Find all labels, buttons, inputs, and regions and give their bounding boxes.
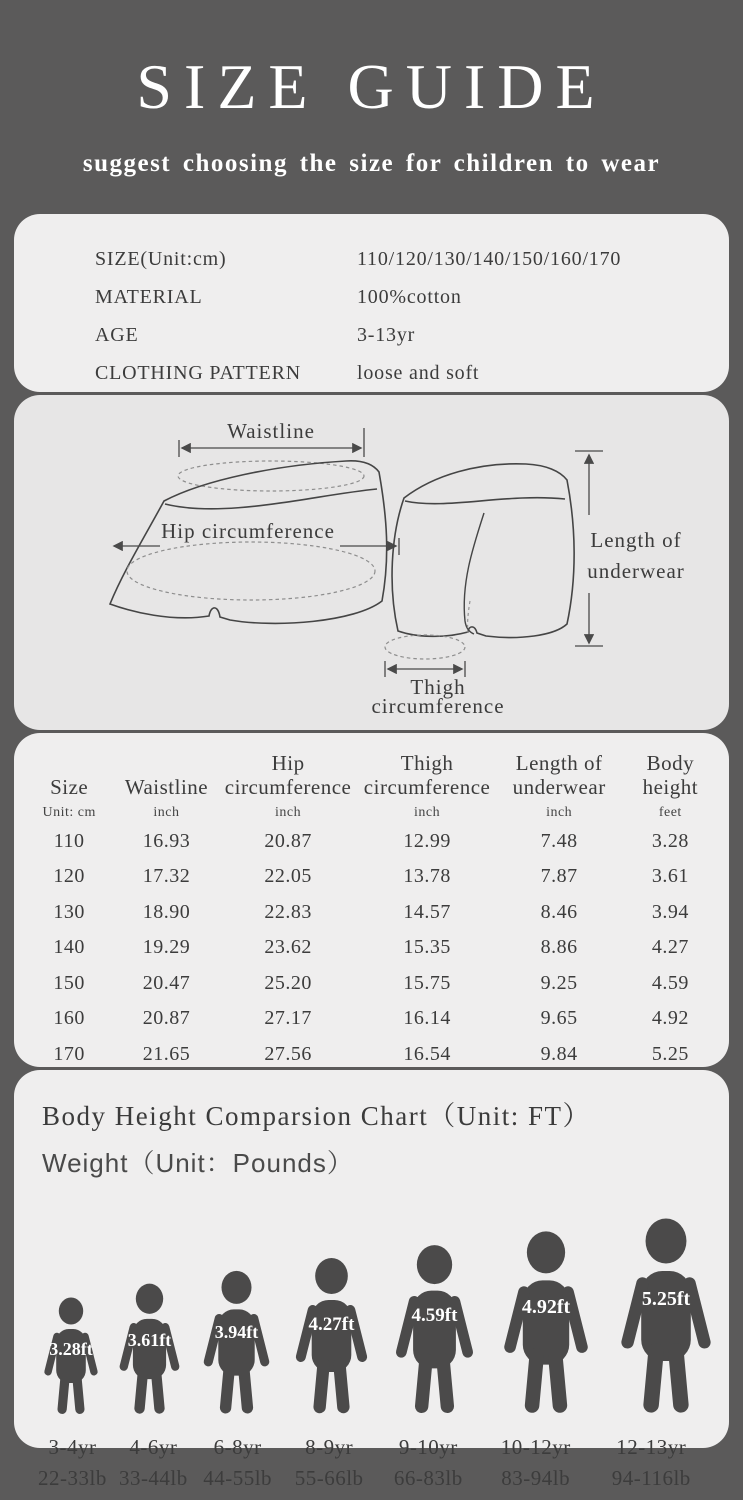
header bbox=[0, 0, 743, 178]
table-cell: 27.17 bbox=[264, 1007, 312, 1030]
table-cell: 23.62 bbox=[264, 936, 312, 959]
column-unit: inch bbox=[275, 805, 302, 821]
weight-range: 33-44lb bbox=[118, 1465, 188, 1490]
thigh-ellipse bbox=[385, 635, 465, 659]
size-table bbox=[24, 747, 719, 1072]
person-figure bbox=[191, 1269, 282, 1416]
age-range: 9-10yr bbox=[398, 1435, 458, 1460]
weight-range: 94-116lb bbox=[611, 1465, 691, 1490]
info-row bbox=[95, 316, 709, 354]
table-cell: 4.27 bbox=[651, 936, 689, 959]
size-table-head bbox=[24, 747, 719, 823]
info-value: loose and soft bbox=[357, 361, 480, 384]
table-cell: 4.59 bbox=[651, 971, 689, 994]
column-header-text: Length of underwear bbox=[512, 751, 606, 799]
info-label: CLOTHING PATTERN bbox=[95, 361, 301, 384]
table-cell: 20.87 bbox=[264, 829, 312, 852]
table-row bbox=[24, 930, 719, 966]
info-row bbox=[95, 354, 709, 392]
shorts-back-outline bbox=[392, 464, 574, 638]
figure-height-label: 3.94ft bbox=[214, 1322, 259, 1343]
person-icon bbox=[604, 1216, 728, 1416]
person-figure bbox=[381, 1243, 488, 1416]
info-row bbox=[95, 278, 709, 316]
height-chart-card bbox=[14, 1070, 729, 1490]
column-header bbox=[358, 747, 497, 823]
info-label: MATERIAL bbox=[95, 285, 203, 308]
column-header-text: Body height bbox=[642, 751, 699, 799]
table-cell: 22.05 bbox=[264, 865, 312, 888]
weight-range: 44-55lb bbox=[203, 1465, 273, 1490]
table-cell: 110 bbox=[53, 829, 85, 852]
person-figure bbox=[34, 1296, 108, 1416]
table-cell: 130 bbox=[53, 900, 85, 923]
shorts-back-waistband bbox=[405, 498, 565, 504]
figure-age-weight bbox=[194, 1432, 282, 1493]
figure-height-label: 4.92ft bbox=[521, 1296, 571, 1319]
measurement-diagram-card bbox=[14, 395, 729, 730]
age-range: 3-4yr bbox=[48, 1435, 97, 1460]
figure-height-label: 3.28ft bbox=[49, 1339, 93, 1360]
weight-range: 55-66lb bbox=[294, 1465, 364, 1490]
table-cell: 27.56 bbox=[264, 1042, 312, 1065]
thigh-label-line1: Thigh bbox=[410, 675, 466, 700]
age-range: 4-6yr bbox=[129, 1435, 178, 1460]
table-cell: 4.92 bbox=[651, 1007, 689, 1030]
figure-height-label: 3.61ft bbox=[127, 1330, 172, 1351]
table-cell: 8.46 bbox=[540, 900, 578, 923]
column-unit: inch bbox=[414, 805, 441, 821]
age-range: 8-9yr bbox=[305, 1435, 354, 1460]
table-cell: 16.14 bbox=[403, 1007, 451, 1030]
column-header-text: Size bbox=[50, 774, 89, 799]
chart-title: Body Height Comparsion Chart（Unit: FT） bbox=[42, 1101, 591, 1132]
table-cell: 21.65 bbox=[142, 1042, 191, 1065]
figure-height-label: 4.59ft bbox=[411, 1305, 458, 1327]
table-cell: 140 bbox=[53, 936, 85, 959]
column-header bbox=[114, 747, 218, 823]
thigh-label-line2: circumference bbox=[371, 694, 505, 719]
column-header-text: Thigh circumference bbox=[363, 751, 491, 799]
table-cell: 15.35 bbox=[403, 936, 451, 959]
info-value: 110/120/130/140/150/160/170 bbox=[357, 247, 622, 270]
figure-height-label: 4.27ft bbox=[308, 1314, 355, 1336]
figure-labels-row bbox=[28, 1432, 715, 1493]
hip-ellipse bbox=[127, 542, 375, 600]
info-rows bbox=[95, 240, 709, 392]
table-row bbox=[24, 894, 719, 930]
table-cell: 3.61 bbox=[651, 865, 689, 888]
table-cell: 3.28 bbox=[651, 829, 689, 852]
column-unit: inch bbox=[153, 805, 180, 821]
table-cell: 13.78 bbox=[403, 865, 451, 888]
table-cell: 20.87 bbox=[142, 1007, 191, 1030]
figure-column bbox=[604, 1216, 728, 1416]
page-subtitle: suggest choosing the size for children to wear bbox=[82, 150, 661, 178]
table-cell: 18.90 bbox=[142, 900, 191, 923]
table-row bbox=[24, 1036, 719, 1072]
table-cell: 9.25 bbox=[540, 971, 578, 994]
info-label: AGE bbox=[95, 323, 139, 346]
table-cell: 15.75 bbox=[403, 971, 451, 994]
column-header bbox=[219, 747, 358, 823]
page-title: SIZE GUIDE bbox=[136, 51, 607, 122]
length-label-line1: Length of bbox=[590, 528, 682, 553]
shorts-front-waistband bbox=[165, 489, 377, 509]
chart-subtitle: Weight（Unit：Pounds） bbox=[42, 1148, 354, 1179]
figure-column bbox=[381, 1243, 488, 1416]
table-cell: 16.54 bbox=[403, 1042, 451, 1065]
table-row bbox=[24, 859, 719, 895]
figure-age-weight bbox=[281, 1432, 376, 1493]
table-cell: 8.86 bbox=[540, 936, 578, 959]
table-cell: 14.57 bbox=[403, 900, 451, 923]
weight-range: 22-33lb bbox=[38, 1465, 107, 1490]
person-figure bbox=[488, 1229, 604, 1416]
length-label-line2: underwear bbox=[587, 559, 685, 584]
underwear-diagram bbox=[14, 395, 729, 730]
figure-column bbox=[191, 1269, 282, 1416]
figure-age-weight bbox=[377, 1432, 480, 1493]
table-cell: 25.20 bbox=[264, 971, 312, 994]
weight-range: 66-83lb bbox=[393, 1465, 463, 1490]
person-icon bbox=[488, 1229, 604, 1416]
table-row bbox=[24, 1001, 719, 1037]
table-cell: 7.87 bbox=[540, 865, 578, 888]
table-cell: 170 bbox=[53, 1042, 85, 1065]
person-figure bbox=[282, 1256, 381, 1416]
figure-row bbox=[28, 1148, 715, 1416]
table-cell: 150 bbox=[53, 971, 85, 994]
info-label: SIZE(Unit:cm) bbox=[95, 247, 227, 270]
age-range: 12-13yr bbox=[616, 1435, 687, 1460]
table-cell: 22.83 bbox=[264, 900, 312, 923]
hip-label: Hip circumference bbox=[161, 519, 335, 544]
figure-height-label: 5.25ft bbox=[641, 1288, 691, 1311]
table-cell: 17.32 bbox=[142, 865, 191, 888]
table-cell: 5.25 bbox=[651, 1042, 689, 1065]
age-range: 10-12yr bbox=[500, 1435, 571, 1460]
person-figure bbox=[604, 1216, 728, 1416]
table-cell: 7.48 bbox=[540, 829, 578, 852]
weight-range: 83-94lb bbox=[501, 1465, 571, 1490]
table-row bbox=[24, 965, 719, 1001]
table-cell: 120 bbox=[53, 865, 85, 888]
figure-age-weight bbox=[592, 1432, 711, 1493]
column-unit: inch bbox=[546, 805, 573, 821]
column-header-text: Waistline bbox=[124, 774, 209, 799]
info-value: 100%cotton bbox=[357, 285, 462, 308]
info-value: 3-13yr bbox=[357, 323, 416, 346]
table-cell: 19.29 bbox=[142, 936, 191, 959]
product-info-card bbox=[14, 214, 729, 392]
table-cell: 9.65 bbox=[540, 1007, 578, 1030]
table-cell: 160 bbox=[53, 1007, 85, 1030]
figure-age-weight bbox=[480, 1432, 592, 1493]
table-cell: 12.99 bbox=[403, 829, 451, 852]
figure-column bbox=[488, 1229, 604, 1416]
table-cell: 9.84 bbox=[540, 1042, 578, 1065]
age-range: 6-8yr bbox=[213, 1435, 262, 1460]
table-row bbox=[24, 823, 719, 859]
table-cell: 3.94 bbox=[651, 900, 689, 923]
size-table-body bbox=[24, 823, 719, 1072]
figure-column bbox=[282, 1256, 381, 1416]
info-row bbox=[95, 240, 709, 278]
waistline-ellipse bbox=[178, 461, 364, 491]
column-header bbox=[24, 747, 114, 823]
column-unit: feet bbox=[658, 805, 682, 821]
column-unit: Unit: cm bbox=[42, 805, 96, 821]
size-table-card bbox=[14, 733, 729, 1067]
figure-age-weight bbox=[113, 1432, 194, 1493]
table-cell: 20.47 bbox=[142, 971, 191, 994]
table-cell: 16.93 bbox=[142, 829, 191, 852]
person-icon bbox=[282, 1256, 381, 1416]
waistline-label: Waistline bbox=[227, 419, 315, 444]
column-header bbox=[622, 747, 719, 823]
person-figure bbox=[108, 1282, 191, 1416]
column-header bbox=[497, 747, 622, 823]
column-header-text: Hip circumference bbox=[224, 751, 352, 799]
person-icon bbox=[381, 1243, 488, 1416]
figure-column bbox=[34, 1296, 108, 1416]
figure-age-weight bbox=[32, 1432, 113, 1493]
figure-column bbox=[108, 1282, 191, 1416]
shorts-back-seam bbox=[464, 513, 484, 634]
